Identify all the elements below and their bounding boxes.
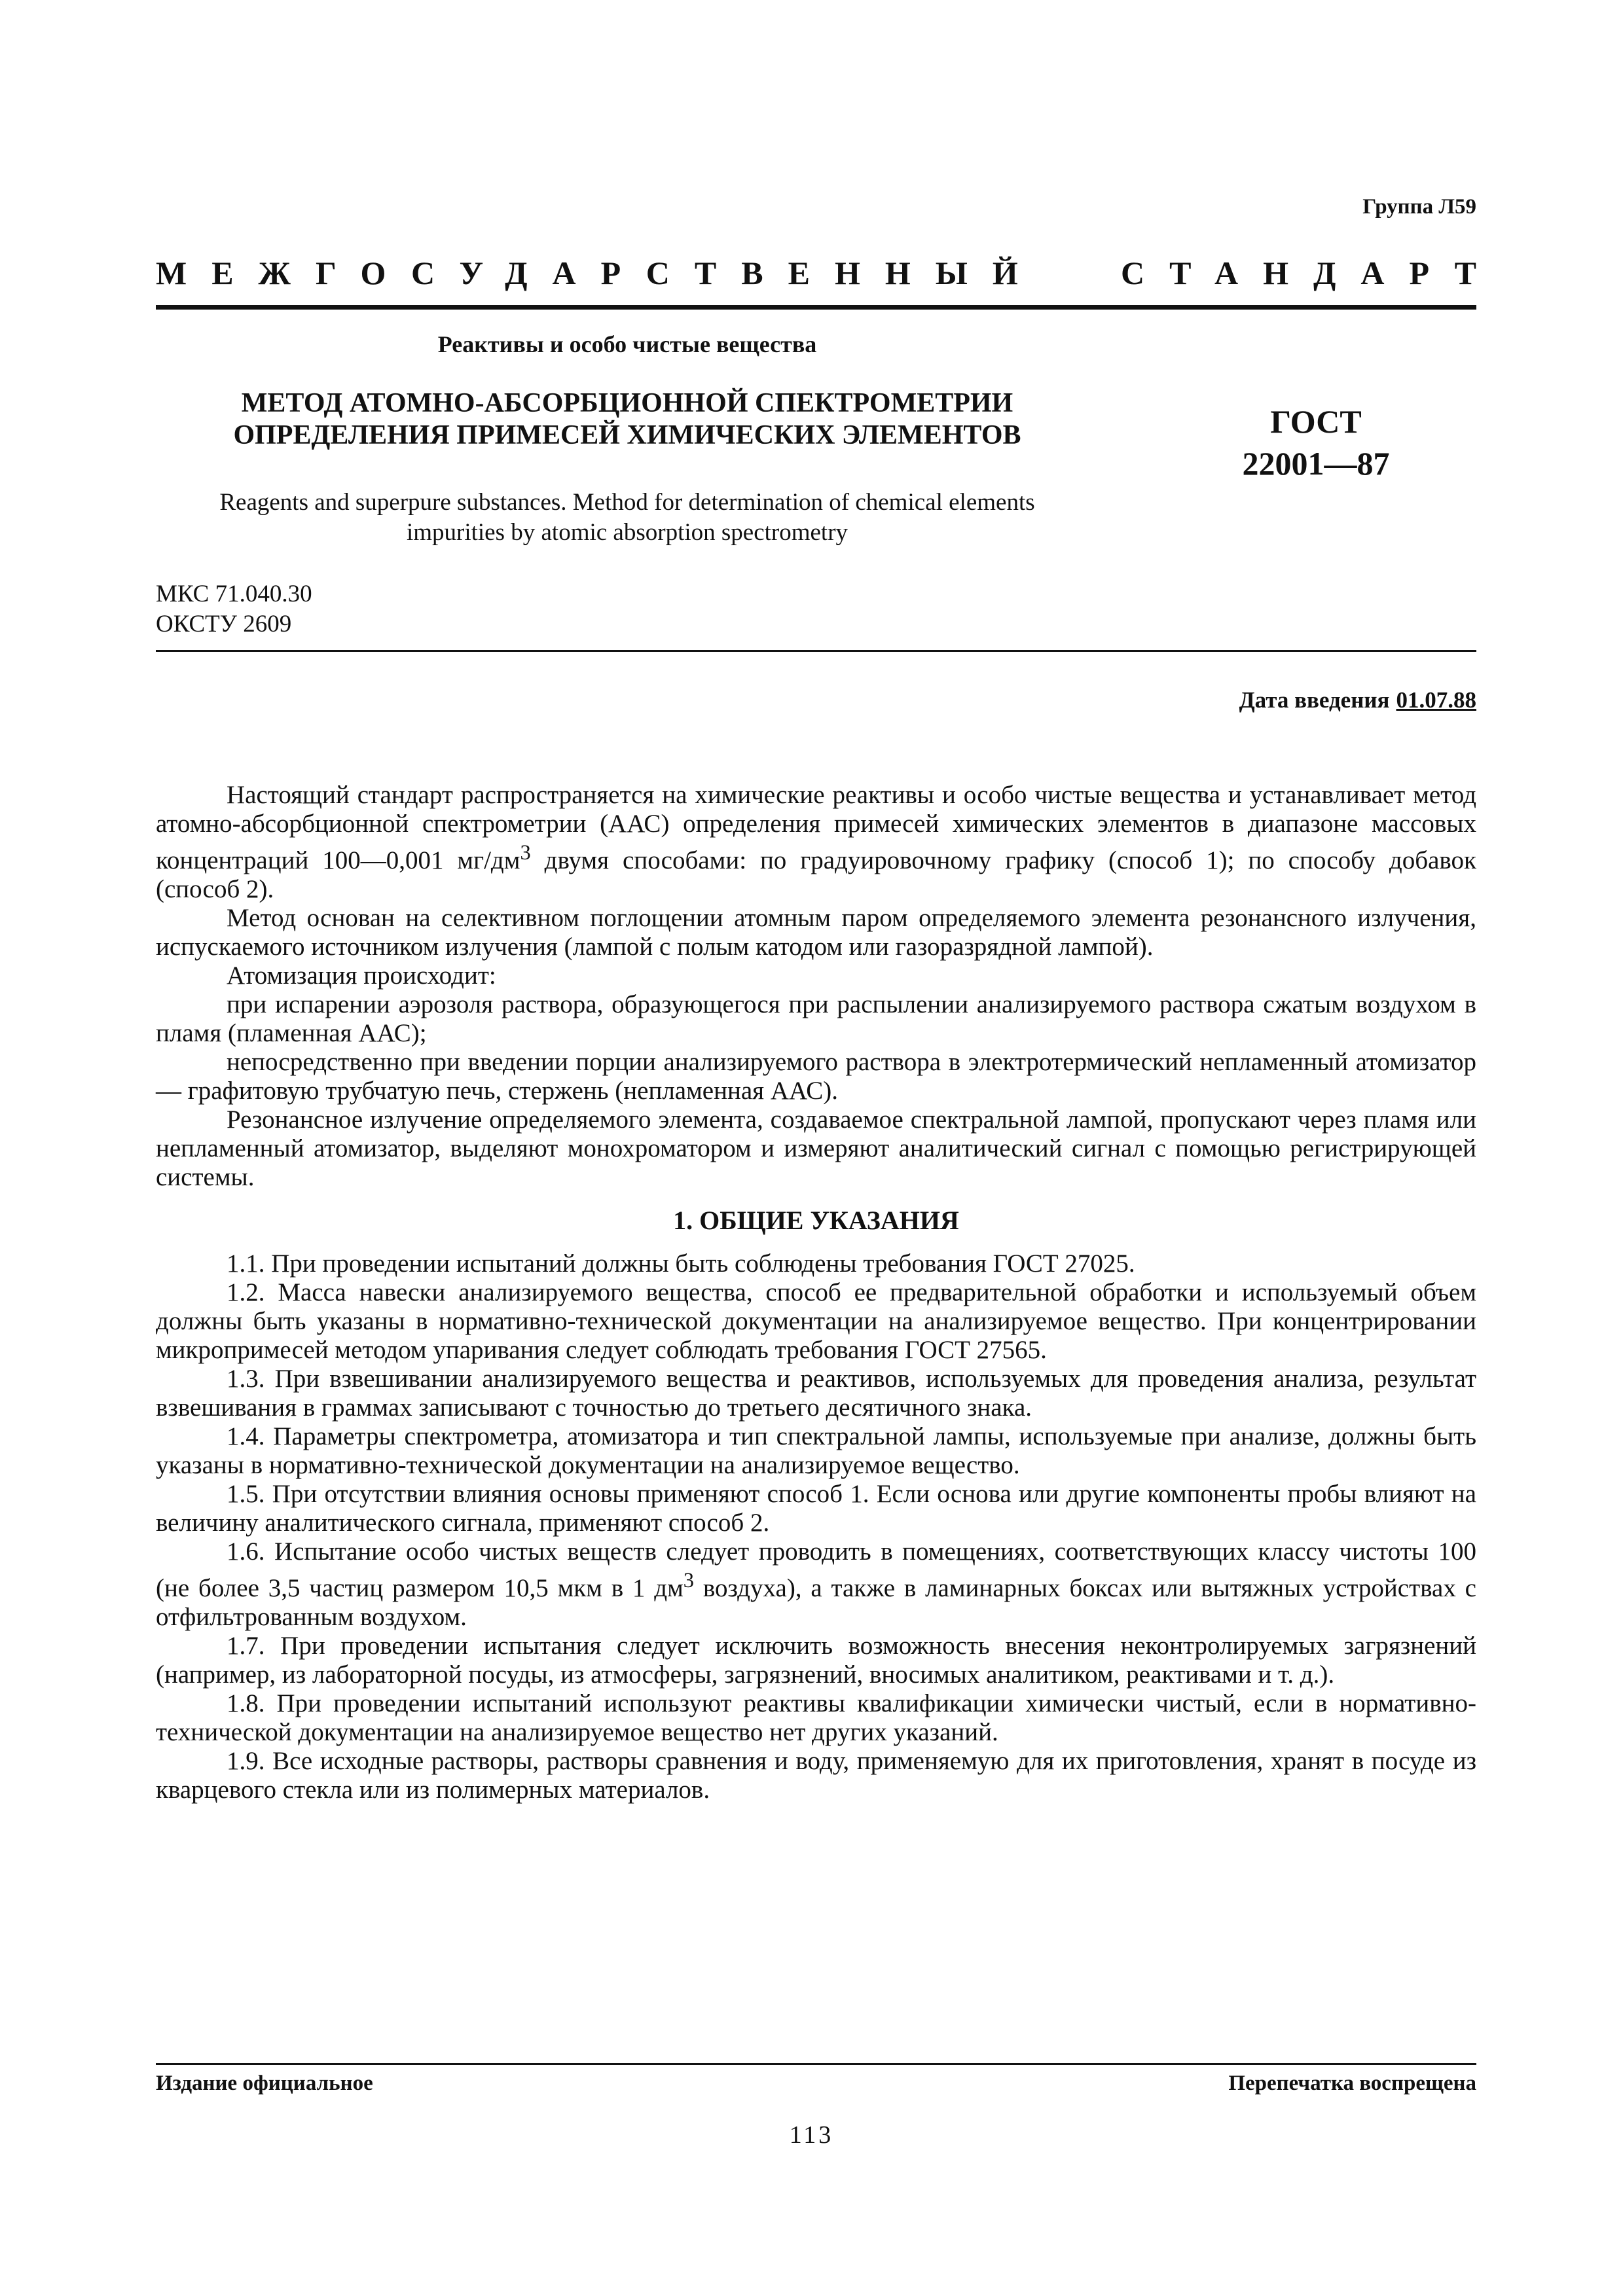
clause-1-2: 1.2. Масса навески анализируемого вещества, способ ее предварительной обработки и используемый объем должны быть указаны в нормативно-технической документации на анализируемое вещество. При концентрировании микропримесей методом упаривания следует соблюдать требования ГОСТ 27565. [156, 1278, 1476, 1364]
document-title [156, 387, 1099, 452]
footer-rule [156, 2063, 1476, 2065]
english-title-line-1: Reagents and superpure substances. Method for determination of chemical elements [219, 489, 1035, 516]
nonflame-aas-paragraph: непосредственно при введении порции анализируемого раствора в электротермический непламенный атомизатор — графитовую трубчатую печь, стержень (непламенная ААС). [156, 1048, 1476, 1105]
effective-date [1239, 687, 1476, 713]
okstu-code: ОКСТУ 2609 [156, 611, 292, 637]
subject-heading: Реактивы и особо чистые вещества [437, 331, 817, 357]
english-title [156, 488, 1099, 548]
clause-1-7: 1.7. При проведении испытания следует исключить возможность внесения неконтролируемых загрязнений (например, из лабораторной посуды, из атмосферы, загрязнений, вносимых аналитиком, реактивами и т. д.). [156, 1632, 1476, 1689]
english-title-line-2: impurities by atomic absorption spectrometry [406, 519, 848, 546]
intro-paragraph: Настоящий стандарт распространяется на химические реактивы и особо чистые вещества и устанавливает метод атомно-абсорбционной спектрометрии (ААС) определения примесей химических элементов в диапазоне массовых концентраций 100—0,001 $мг/дм^3$ двумя способами: по градуировочному графику (способ 1); по способу добавок (способ 2). [156, 781, 1476, 903]
gost-designation [1165, 401, 1467, 484]
clause-1-4: 1.4. Параметры спектрометра, атомизатора и тип спектральной лампы, используемые при анализе, должны быть указаны в нормативно-технической документации на анализируемое вещество. [156, 1422, 1476, 1479]
clause-1-9: 1.9. Все исходные растворы, растворы сравнения и воду, применяемую для их приготовления, хранят в посуде из кварцевого стекла или из полимерных материалов. [156, 1747, 1476, 1804]
page-number: 113 [789, 2121, 834, 2149]
method-paragraph: Метод основан на селективном поглощении атомным паром определяемого элемента резонансного излучения, испускаемого источником излучения (лампой с полым катодом или газоразрядной лампой). [156, 904, 1476, 961]
date-value: 01.07.88 [1396, 687, 1476, 713]
reprint-note: Перепечатка воспрещена [1228, 2072, 1476, 2095]
resonance-paragraph: Резонансное излучение определяемого элемента, создаваемое спектральной лампой, пропускают через пламя или непламенный атомизатор, выделяют монохроматором и измеряют аналитический сигнал с помощью регистрирующей системы. [156, 1105, 1476, 1191]
clause-1-8: 1.8. При проведении испытаний используют реактивы квалификации химически чистый, если в нормативно-технической документации на анализируемое вещество нет других указаний. [156, 1689, 1476, 1746]
codes-rule [156, 650, 1476, 652]
title-line-2: ОПРЕДЕЛЕНИЯ ПРИМЕСЕЙ ХИМИЧЕСКИХ ЭЛЕМЕНТОВ [233, 420, 1021, 450]
date-label: Дата введения [1239, 687, 1390, 713]
gost-label: ГОСТ [1270, 403, 1362, 440]
clause-1-3: 1.3. При взвешивании анализируемого вещества и реактивов, используемых для проведения анализа, результат взвешивания в граммах записывают с точностью до третьего десятичного знака. [156, 1365, 1476, 1422]
standard-type-band [156, 254, 1501, 292]
atomization-intro: Атомизация происходит: [227, 961, 496, 990]
title-line-1: МЕТОД АТОМНО-АБСОРБЦИОННОЙ СПЕКТРОМЕТРИИ [241, 388, 1013, 418]
flame-aas-paragraph: при испарении аэрозоля раствора, образующегося при распылении анализируемого раствора сжатым воздухом в пламя (пламенная ААС); [156, 990, 1476, 1047]
band-right-word: СТАНДАРТ [1121, 255, 1501, 291]
gost-number: 22001—87 [1242, 445, 1390, 482]
group-code: Группа Л59 [1362, 195, 1476, 219]
document-body [156, 781, 1476, 1804]
header-rule [156, 305, 1476, 310]
mks-code: МКС 71.040.30 [156, 581, 312, 607]
section-heading: 1. ОБЩИЕ УКАЗАНИЯ [673, 1206, 959, 1235]
edition-note: Издание официальное [156, 2072, 373, 2095]
band-left-word: МЕЖГОСУДАРСТВЕННЫЙ [156, 255, 1043, 291]
classification-codes [156, 579, 312, 639]
clause-1-6: 1.6. Испытание особо чистых веществ следует проводить в помещениях, соответствующих классу чистоты 100 (не более 3,5 частиц размером 10,5 мкм в 1 $дм^3$ воздуха), а также в ламинарных боксах или вытяжных устройствах с отфильтрованным воздухом. [156, 1537, 1476, 1631]
clause-1-5: 1.5. При отсутствии влияния основы применяют способ 1. Если основа или другие компоненты пробы влияют на величину аналитического сигнала, применяют способ 2. [156, 1480, 1476, 1537]
clause-1-1: 1.1. При проведении испытаний должны быть соблюдены требования ГОСТ 27025. [227, 1249, 1135, 1278]
